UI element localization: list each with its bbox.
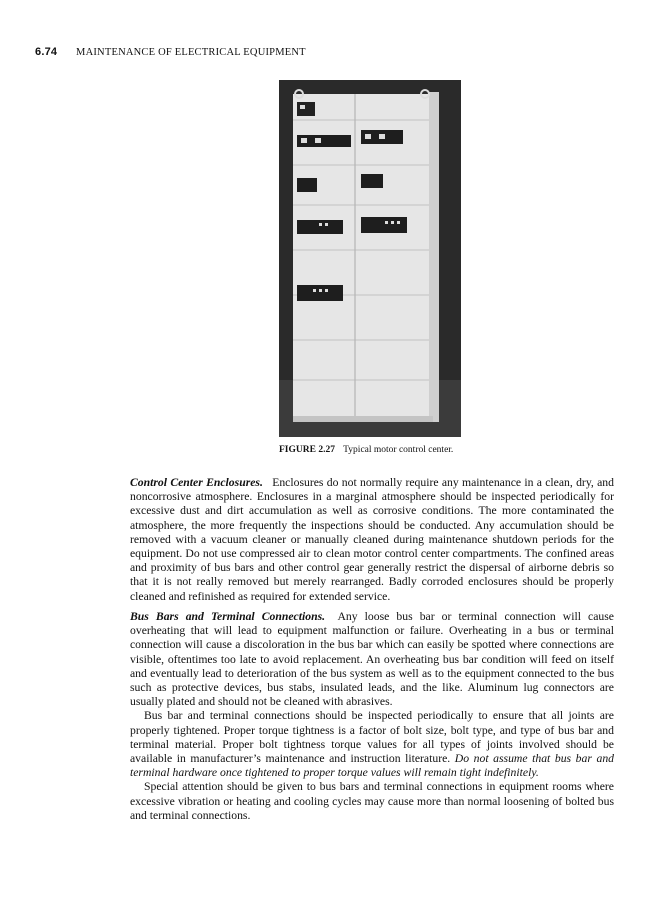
section-heading: Bus Bars and Terminal Connections. [130, 610, 326, 623]
section-control-center-enclosures [130, 476, 614, 604]
running-header [35, 46, 306, 58]
section-bus-bars [130, 610, 614, 823]
paragraph-text: Any loose bus bar or terminal connection will cause overheating that will lead to equipment malfunction or failure. Overheating in a bus or terminal connection will cause a discoloration in the bus bar which can easily be spotted where connections are visible, oftentimes too late to avoid replacement. An overheating bus bar condition will feed on itself and eventually lead to deterioration of the bus system as well as to the equipment connected to the bus such as protective devices, bus stabs, insulated leads, and the like. Aluminum lug connectors are usually plated and should not be cleaned with abrasives. [130, 610, 614, 709]
emphasis-text: Do not assume that bus bar and terminal hardware once tightened to proper torque values will remain tight indefinitely. [130, 752, 615, 780]
motor-control-center-photo [279, 80, 461, 437]
figure-caption-text: Typical motor control center. [343, 445, 454, 455]
figure-label: FIGURE 2.27 [279, 445, 335, 455]
running-title: MAINTENANCE OF ELECTRICAL EQUIPMENT [76, 47, 306, 58]
paragraph-text: Special attention should be given to bus bars and terminal connections in equipment rooms where excessive vibration or heating and cooling cycles may cause more than normal loosening of bolted bus and terminal connections. [130, 780, 614, 822]
page-number: 6.74 [35, 46, 58, 58]
paragraph-text: Bus bar and terminal connections should be inspected periodically to ensure that all joints are properly tightened. Proper torque tightness is a factor of bolt size, bolt type, and type of bus bar and terminal material. Proper bolt tightness torque values for all types of joints involved should be available in manufacturer’s maintenance and instruction literature. [130, 709, 614, 766]
figure-caption [279, 445, 453, 455]
paragraph-text: Enclosures do not normally require any maintenance in a clean, dry, and noncorrosive atmosphere. Enclosures in a marginal atmosphere should be inspected periodically for excessive dust and dirt accumulation as well as corrosive conditions. The more contaminated the atmosphere, the more frequently the inspections should be conducted. Any accumulation should be removed with a vacuum cleaner or manually cleaned during maintenance shutdown periods for the equipment. Do not use compressed air to clean motor control center compartments. The confined areas and proximity of bus bars and other control gear generally restrict the dispersal of airborne debris so that it is not really removed but merely rearranged. Badly corroded enclosures should be properly cleaned and refinished as required for extended service. [130, 476, 614, 603]
section-heading: Control Center Enclosures. [130, 476, 263, 489]
